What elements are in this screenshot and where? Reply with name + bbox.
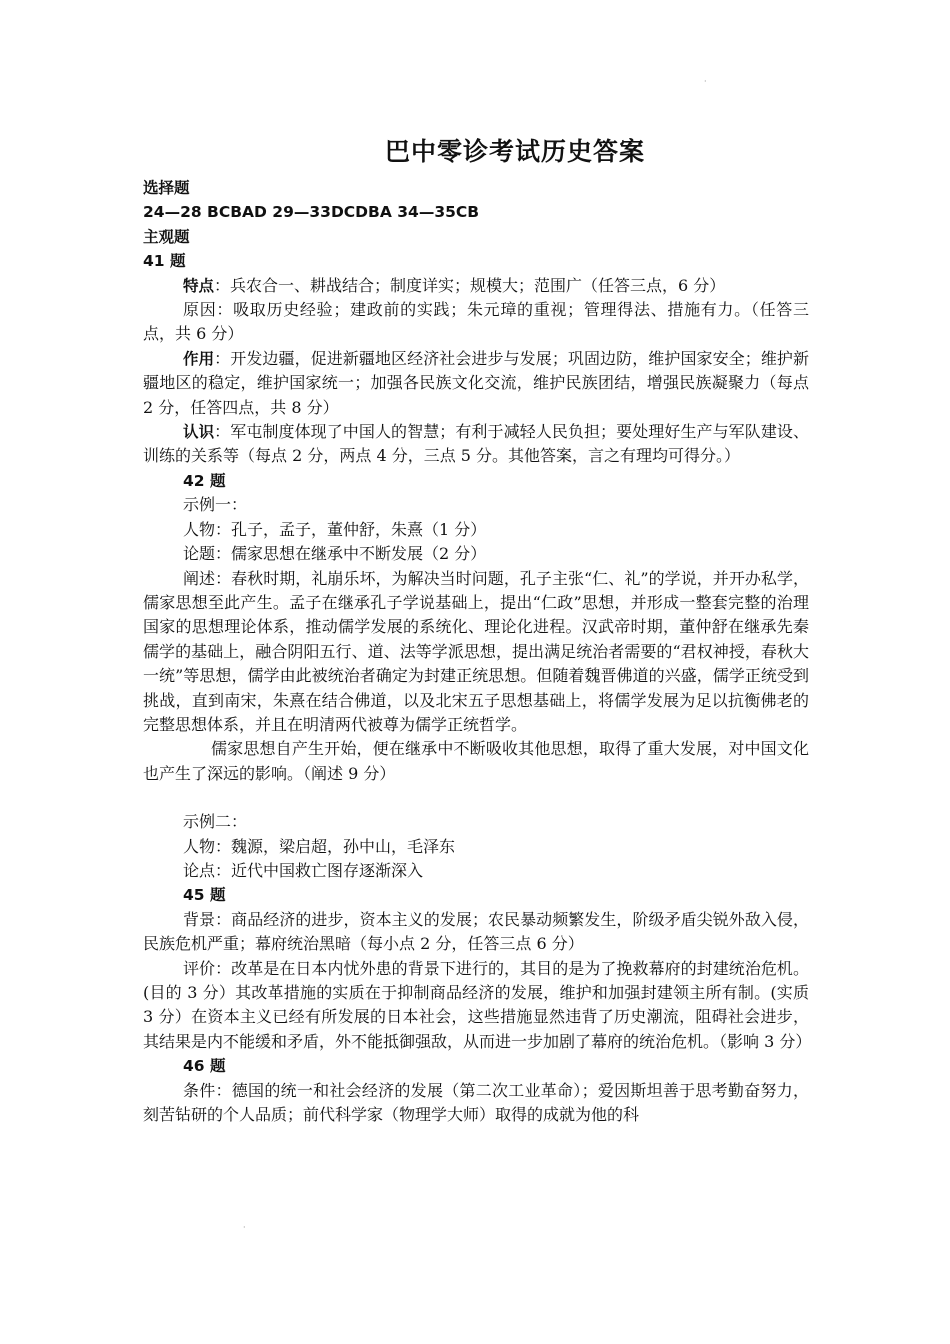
- q42-example2-people: 人物：魏源，梁启超，孙中山，毛泽东: [183, 836, 456, 856]
- page-title: 巴中零诊考试历史答案: [384, 137, 645, 166]
- q45-heading: 45 题: [183, 886, 226, 905]
- q41-tedian-label: 特点: [183, 276, 215, 295]
- q41-renshi-text: ：军屯制度体现了中国人的智慧；有利于减轻人民负担；要处理好生产与军队建设、训练的关系等（每点 2 分，两点 4 分，三点 5 分。其他答案，言之有理均可得分。）: [143, 422, 809, 466]
- q42-heading: 42 题: [183, 471, 226, 490]
- q42-example1-body: 阐述：春秋时期，礼崩乐坏，为解决当时问题，孔子主张“仁、礼”的学说，并开办私学，儒家思想至此产生。孟子在继承孔子学说基础上，提出“仁政”思想，并形成一整套完整的治理国家的思想理论体系，推动儒学发展的系统化、理论化进程。汉武帝时期，董仲舒在继承先秦儒学的基础上，融合阴阳五行、道、法等学派思想，提出满足统治者需要的“君权神授，春秋大一统”等思想，儒学由此被统治者确定为封建正统思想。但随着魏晋佛道的兴盛，儒学正统受到挑战，直到南宋，朱熹在结合佛道，以及北宋五子思想基础上，将儒学发展为足以抗衡佛老的完整思想体系，并且在明清两代被尊为儒学正统哲学。: [143, 568, 809, 734]
- choice-heading: 选择题: [143, 179, 190, 197]
- q46-heading: 46 题: [183, 1057, 226, 1076]
- choice-answers: 24—28 BCBAD 29—33DCDBA 34—35CB: [143, 203, 480, 222]
- q42-example2-topic: 论点：近代中国救亡图存逐渐深入: [183, 860, 424, 880]
- q45-beijing: 背景：商品经济的进步，资本主义的发展；农民暴动频繁发生，阶级矛盾尖锐外敌入侵，民族危机严重；幕府统治黑暗（每小点 2 分，任答三点 6 分）: [143, 909, 809, 954]
- q45-pingjia: 评价：改革是在日本内忧外患的背景下进行的，其目的是为了挽救幕府的封建统治危机。(目的 3 分）其改革措施的实质在于抑制商品经济的发展，维护和加强封建领主所有制。(实质 3 分）在资本主义已经有所发展的日本社会，这些措施显然违背了历史潮流，阻碍社会进步，其结果是内不能缓和矛盾，外不能抵御强敌，从而进一步加剧了幕府的统治危机。（影响 3 分）: [143, 958, 812, 1051]
- q41-tedian-text: ：兵农合一、耕战结合；制度详实；规模大；范围广（任答三点，6 分）: [214, 275, 726, 295]
- scan-mark-bottom: ·: [243, 1223, 246, 1232]
- q46-tiaojian: 条件：德国的统一和社会经济的发展（第二次工业革命）；爱因斯坦善于思考勤奋努力，刻苦钻研的个人品质；前代科学家（物理学大师）取得的成就为他的科: [143, 1080, 809, 1125]
- subjective-heading: 主观题: [143, 227, 190, 246]
- q42-example1-topic: 论题：儒家思想在继承中不断发展（2 分）: [183, 544, 487, 564]
- scan-mark-top: ·: [704, 77, 707, 86]
- q41-zuoyong-text: ：开发边疆，促进新疆地区经济社会进步与发展；巩固边防，维护国家安全；维护新疆地区的稳定，维护国家统一；加强各民族文化交流，维护民族团结，增强民族凝聚力（每点 2 分，任答四点，共 8 分）: [143, 348, 809, 417]
- q42-example2-label: 示例二：: [183, 812, 248, 832]
- answer-content: [143, 176, 812, 1127]
- q41-yuanyin: 原因：吸取历史经验；建政前的实践；朱元璋的重视；管理得法、措施有力。（任答三点，共 6 分）: [143, 300, 809, 344]
- q41-tedian: [143, 274, 809, 298]
- q42-example1-label: 示例一：: [183, 495, 248, 515]
- q41-zuoyong: [143, 347, 809, 420]
- q42-example1-conclusion: 儒家思想自产生开始，便在继承中不断吸收其他思想，取得了重大发展，对中国文化也产生了深远的影响。（阐述 9 分）: [143, 739, 809, 783]
- q41-zuoyong-label: 作用: [183, 349, 215, 368]
- q41-renshi-label: 认识: [183, 423, 215, 442]
- q42-example1-people: 人物：孔子，孟子，董仲舒，朱熹（1 分）: [183, 519, 487, 539]
- q41-renshi: [143, 420, 809, 469]
- q41-heading: 41 题: [143, 252, 186, 271]
